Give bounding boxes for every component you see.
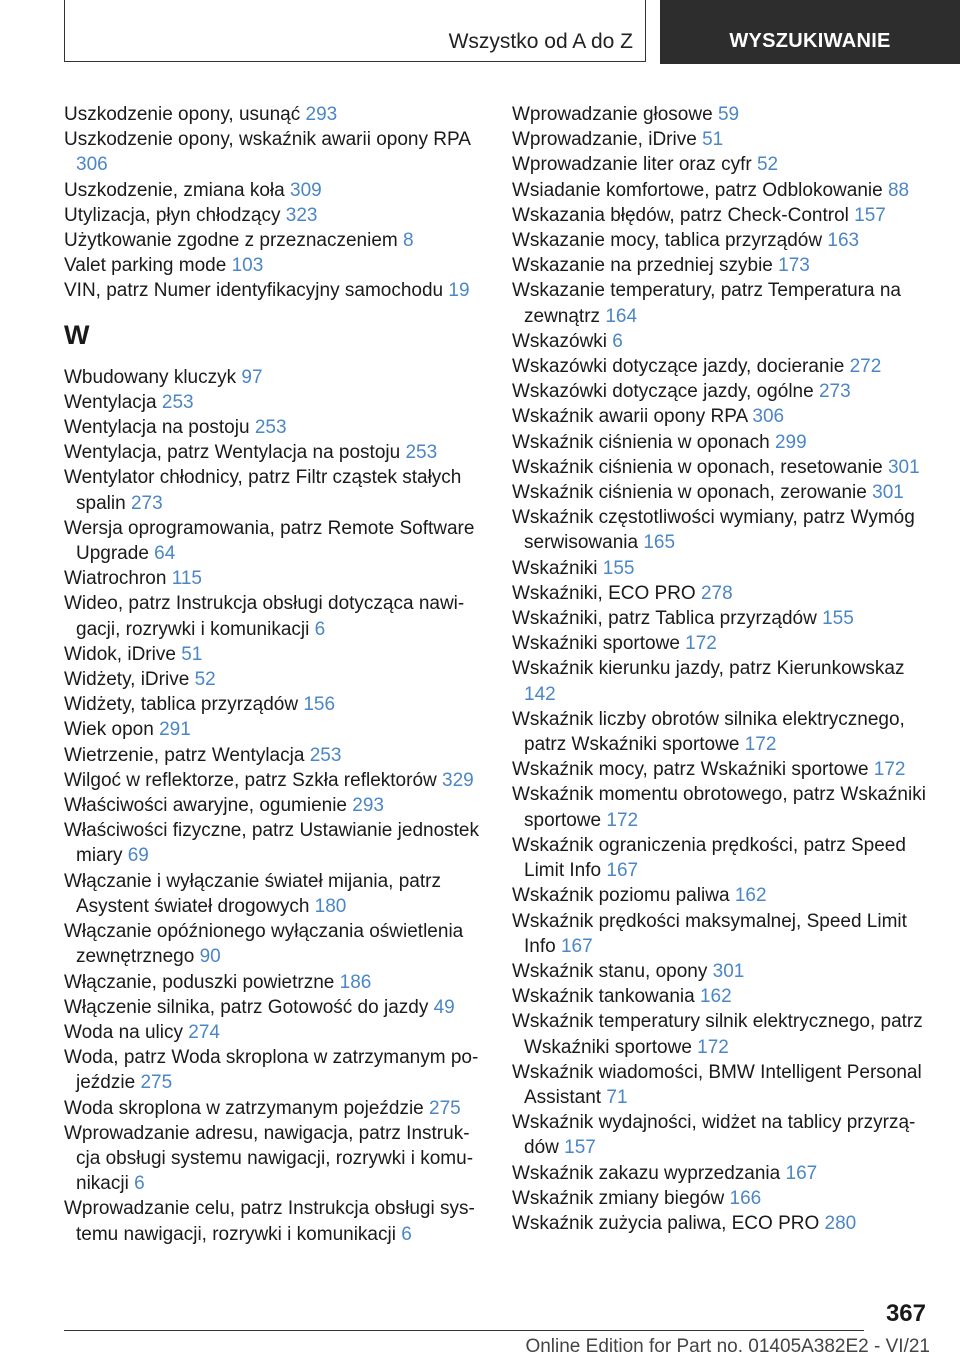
index-entry-page-link[interactable]: 156 bbox=[303, 694, 336, 716]
index-entry-text: Widżety, tablica przyrządów bbox=[64, 694, 299, 716]
index-entry-page-link[interactable]: 142 bbox=[524, 683, 556, 705]
index-entry-page-link[interactable]: 301 bbox=[712, 960, 745, 982]
index-entry-text: Uszkodzenie opony, wskaźnik awarii opony RPA bbox=[64, 129, 470, 151]
index-entry-text: Wskaźniki, ECO PRO bbox=[512, 582, 696, 604]
index-entry-text: Właściwości fizyczne, patrz Ustawianie jednostek miary bbox=[64, 820, 479, 867]
index-entry bbox=[512, 606, 932, 631]
index-entry-text: Wskaźniki, patrz Tablica przyrządów bbox=[512, 608, 817, 630]
index-entry-text: Woda skroplona w zatrzymanym pojeździe bbox=[64, 1097, 424, 1119]
index-entry-page-link[interactable]: 8 bbox=[403, 230, 414, 252]
index-entry bbox=[512, 253, 932, 278]
index-entry bbox=[64, 278, 484, 303]
index-entry-page-link[interactable]: 6 bbox=[401, 1223, 412, 1245]
index-entry bbox=[512, 1186, 932, 1211]
index-entry-text: Wskaźniki sportowe bbox=[512, 633, 680, 655]
index-entry-text: Włączenie silnika, patrz Gotowość do jazdy bbox=[64, 996, 429, 1018]
index-entry bbox=[64, 793, 484, 818]
index-entry-text: Wentylacja, patrz Wentylacja na postoju bbox=[64, 442, 401, 464]
index-entry-text: Valet parking mode bbox=[64, 255, 227, 277]
index-entry-text: Wskaźnik tankowania bbox=[512, 986, 695, 1008]
index-entry-page-link[interactable]: 301 bbox=[872, 482, 904, 504]
search-tab[interactable] bbox=[660, 0, 960, 64]
index-entry bbox=[64, 253, 484, 278]
index-entry-text: Woda na ulicy bbox=[64, 1021, 183, 1043]
index-entry bbox=[64, 667, 484, 692]
section-tab bbox=[64, 0, 646, 62]
index-entry-page-link[interactable]: 323 bbox=[285, 204, 318, 226]
index-entry-page-link[interactable]: 172 bbox=[744, 734, 777, 756]
index-entry-page-link[interactable]: 51 bbox=[702, 129, 724, 151]
footer-edition: Online Edition for Part no. 01405A382E2 - VI/21 bbox=[525, 1336, 930, 1357]
index-entry bbox=[64, 1045, 484, 1095]
index-entry bbox=[512, 203, 932, 228]
index-group-u-v bbox=[64, 102, 484, 304]
index-entry bbox=[512, 1009, 932, 1059]
index-entry-text: Wskazanie na przedniej szybie bbox=[512, 255, 773, 277]
index-entry-page-link[interactable]: 90 bbox=[199, 946, 221, 968]
index-entry-page-link[interactable]: 172 bbox=[697, 1036, 729, 1058]
index-entry bbox=[512, 152, 932, 177]
index-entry-page-link[interactable]: 278 bbox=[700, 582, 733, 604]
index-entry-text: Wskaźnik poziomu paliwa bbox=[512, 885, 730, 907]
index-entry bbox=[64, 178, 484, 203]
index-entry bbox=[64, 1020, 484, 1045]
index-entry-text: Wprowadzanie celu, patrz Instrukcja obsługi systemu nawigacji, rozrywki i komunikacji bbox=[64, 1198, 475, 1245]
index-entry-text: Wskaźnik kierunku jazdy, patrz Kierunkowskaz bbox=[512, 658, 905, 680]
index-entry bbox=[64, 465, 484, 515]
index-entry-text: Woda, patrz Woda skroplona w zatrzymanym pojeździe bbox=[64, 1047, 479, 1094]
index-entry-text: Utylizacja, płyn chłodzący bbox=[64, 204, 281, 226]
index-entry-page-link[interactable]: 253 bbox=[161, 391, 194, 413]
index-entry-page-link[interactable]: 164 bbox=[605, 305, 638, 327]
index-entry-text: Wilgoć w reflektorze, patrz Szkła reflektorów bbox=[64, 769, 437, 791]
index-entry-text: Wskazanie mocy, tablica przyrządów bbox=[512, 230, 823, 252]
index-entry bbox=[512, 379, 932, 404]
index-entry-page-link[interactable]: 275 bbox=[429, 1097, 461, 1119]
index-entry-page-link[interactable]: 166 bbox=[729, 1187, 762, 1209]
index-entry bbox=[64, 743, 484, 768]
index-entry-text: Wprowadzanie adresu, nawigacja, patrz Instrukcja obsługi systemu nawigacji, rozrywki i komunikacji bbox=[64, 1122, 474, 1195]
index-entry-text: Wskazanie temperatury, patrz Temperatura na zewnątrz bbox=[512, 280, 901, 327]
index-entry-page-link[interactable]: 180 bbox=[314, 895, 347, 917]
index-entry bbox=[512, 127, 932, 152]
index-entry-page-link[interactable]: 52 bbox=[194, 669, 216, 691]
index-entry-text: Wbudowany kluczyk bbox=[64, 366, 237, 388]
index-entry-text: Wskaźniki bbox=[512, 557, 598, 579]
index-entry-text: Włączanie, poduszki powietrzne bbox=[64, 971, 335, 993]
index-entry bbox=[512, 656, 932, 706]
index-entry-page-link[interactable]: 273 bbox=[818, 381, 851, 403]
index-entry-page-link[interactable]: 306 bbox=[752, 406, 785, 428]
index-entry-page-link[interactable]: 6 bbox=[314, 618, 326, 640]
index-entry bbox=[64, 1121, 484, 1197]
index-entry bbox=[512, 178, 932, 203]
index-entry-page-link[interactable]: 157 bbox=[854, 204, 886, 226]
index-entry-page-link[interactable]: 309 bbox=[290, 179, 322, 201]
index-entry bbox=[512, 505, 932, 555]
index-entry bbox=[512, 556, 932, 581]
index-entry bbox=[64, 516, 484, 566]
index-entry bbox=[64, 1196, 484, 1246]
index-entry-text: Wskaźnik momentu obrotowego, patrz Wskaźniki sportowe bbox=[512, 784, 926, 831]
index-entry-page-link[interactable]: 155 bbox=[822, 608, 854, 630]
index-entry bbox=[64, 440, 484, 465]
index-entry-page-link[interactable]: 253 bbox=[405, 442, 438, 464]
index-entry bbox=[512, 1161, 932, 1186]
index-entry bbox=[64, 365, 484, 390]
index-entry-page-link[interactable]: 51 bbox=[181, 643, 203, 665]
index-entry-text: Właściwości awaryjne, ogumienie bbox=[64, 795, 347, 817]
index-entry-page-link[interactable]: 280 bbox=[824, 1212, 857, 1234]
index-entry-text: Wskaźnik ciśnienia w oponach, resetowanie bbox=[512, 456, 883, 478]
index-entry-text: Wskaźnik liczby obrotów silnika elektrycznego, patrz Wskaźniki sportowe bbox=[512, 708, 905, 756]
index-entry-page-link[interactable]: 172 bbox=[606, 809, 639, 831]
index-entry-page-link[interactable]: 115 bbox=[171, 568, 202, 590]
index-entry-page-link[interactable]: 186 bbox=[339, 971, 372, 993]
index-entry-page-link[interactable]: 273 bbox=[130, 492, 163, 514]
index-entry-page-link[interactable]: 64 bbox=[154, 543, 176, 565]
index-entry bbox=[512, 757, 932, 782]
index-entry-page-link[interactable]: 59 bbox=[717, 104, 740, 125]
index-entry bbox=[64, 818, 484, 868]
index-entry-page-link[interactable]: 167 bbox=[785, 1162, 818, 1184]
index-entry-page-link[interactable]: 291 bbox=[159, 719, 191, 741]
index-entry-page-link[interactable]: 167 bbox=[560, 935, 593, 957]
index-entry-page-link[interactable]: 306 bbox=[76, 154, 108, 176]
index-entry-page-link[interactable]: 162 bbox=[734, 885, 767, 907]
index-entry-text: Wskaźnik mocy, patrz Wskaźniki sportowe bbox=[512, 759, 869, 781]
index-entry-page-link[interactable]: 97 bbox=[241, 366, 263, 388]
index-entry-text: Wskaźnik wiadomości, BMW Intelligent Personal Assistant bbox=[512, 1061, 922, 1108]
index-entry-page-link[interactable]: 165 bbox=[643, 532, 676, 554]
index-entry-page-link[interactable]: 52 bbox=[756, 154, 779, 176]
index-entry bbox=[512, 455, 932, 480]
index-entry-text: Wideo, patrz Instrukcja obsługi dotycząca nawigacji, rozrywki i komunikacji bbox=[64, 593, 465, 640]
index-entry-page-link[interactable]: 301 bbox=[887, 456, 920, 478]
index-entry-page-link[interactable]: 71 bbox=[606, 1086, 628, 1108]
index-column-right bbox=[512, 102, 932, 1236]
index-entry-text: Uszkodzenie, zmiana koła bbox=[64, 179, 285, 201]
index-entry bbox=[64, 127, 484, 177]
index-entry bbox=[512, 1060, 932, 1110]
index-entry-text: Wersja oprogramowania, patrz Remote Software Upgrade bbox=[64, 517, 475, 565]
index-entry-page-link[interactable]: 173 bbox=[778, 255, 810, 277]
index-entry-page-link[interactable]: 274 bbox=[188, 1021, 220, 1043]
index-entry-text: VIN, patrz Numer identyfikacyjny samochodu bbox=[64, 280, 444, 302]
index-entry bbox=[512, 959, 932, 984]
index-entry-text: Wentylacja bbox=[64, 391, 157, 413]
index-entry-text: Wprowadzanie liter oraz cyfr bbox=[512, 154, 752, 176]
index-entry-text: Wskaźnik temperatury silnik elektrycznego, patrz Wskaźniki sportowe bbox=[512, 1011, 923, 1058]
index-entry bbox=[512, 833, 932, 883]
index-entry-page-link[interactable]: 329 bbox=[442, 769, 474, 791]
index-entry bbox=[512, 430, 932, 455]
index-entry bbox=[512, 707, 932, 757]
index-entry-page-link[interactable]: 6 bbox=[612, 330, 623, 352]
index-entry bbox=[64, 919, 484, 969]
index-group-w bbox=[64, 365, 484, 1247]
index-entry bbox=[64, 102, 484, 127]
index-entry bbox=[64, 717, 484, 742]
index-entry-page-link[interactable]: 299 bbox=[774, 431, 807, 453]
index-entry-text: Wskazania błędów, patrz Check-Control bbox=[512, 204, 849, 226]
index-entry bbox=[64, 995, 484, 1020]
index-entry bbox=[64, 203, 484, 228]
index-entry-page-link[interactable]: 275 bbox=[140, 1072, 173, 1094]
search-tab-label: WYSZUKIWANIE bbox=[729, 30, 891, 52]
index-entry-text: Wprowadzanie głosowe bbox=[512, 104, 713, 125]
index-entry bbox=[512, 329, 932, 354]
index-entry-text: Wiatrochron bbox=[64, 568, 167, 590]
index-entry-page-link[interactable]: 19 bbox=[448, 280, 470, 302]
index-entry-text: Wskaźnik ograniczenia prędkości, patrz Speed Limit Info bbox=[512, 834, 906, 882]
index-entry bbox=[512, 1110, 932, 1160]
index-entry bbox=[64, 768, 484, 793]
index-entry bbox=[512, 404, 932, 429]
index-entry bbox=[64, 591, 484, 641]
index-entry-text: Wskazówki dotyczące jazdy, ogólne bbox=[512, 381, 814, 403]
index-entry-text: Wietrzenie, patrz Wentylacja bbox=[64, 744, 305, 766]
index-entry bbox=[64, 1096, 484, 1121]
index-entry-text: Wprowadzanie, iDrive bbox=[512, 129, 697, 151]
index-entry-text: Wskaźnik awarii opony RPA bbox=[512, 406, 748, 428]
index-entry-page-link[interactable]: 103 bbox=[231, 255, 264, 277]
index-entry bbox=[512, 228, 932, 253]
index-entry-text: Wskaźnik zmiany biegów bbox=[512, 1187, 725, 1209]
index-entry-text: Wentylator chłodnicy, patrz Filtr cząstek stałych spalin bbox=[64, 467, 462, 514]
index-entry-text: Wskaźnik prędkości maksymalnej, Speed Limit Info bbox=[512, 910, 907, 957]
index-entry bbox=[512, 581, 932, 606]
index-entry bbox=[512, 782, 932, 832]
index-entry-page-link[interactable]: 253 bbox=[309, 744, 342, 766]
index-entry bbox=[64, 642, 484, 667]
index-entry-page-link[interactable]: 155 bbox=[602, 557, 635, 579]
index-entry-text: Wskaźnik wydajności, widżet na tablicy przyrządów bbox=[512, 1112, 916, 1159]
index-entry bbox=[512, 883, 932, 908]
index-entry bbox=[64, 228, 484, 253]
index-entry-text: Wskaźnik zużycia paliwa, ECO PRO bbox=[512, 1212, 820, 1234]
index-entry-page-link[interactable]: 253 bbox=[254, 417, 287, 439]
section-title: Wszystko od A do Z bbox=[448, 30, 633, 53]
index-column-left bbox=[64, 102, 484, 1247]
index-entry bbox=[64, 415, 484, 440]
index-entry bbox=[512, 480, 932, 505]
index-entry-page-link[interactable]: 293 bbox=[352, 795, 384, 817]
index-group-w-continued bbox=[512, 102, 932, 1236]
index-entry-page-link[interactable]: 6 bbox=[134, 1173, 145, 1195]
index-entry bbox=[64, 566, 484, 591]
index-entry-text: Wskaźnik stanu, opony bbox=[512, 960, 708, 982]
index-entry bbox=[512, 278, 932, 328]
index-entry-page-link[interactable]: 272 bbox=[849, 356, 882, 378]
page-number: 367 bbox=[885, 1300, 926, 1327]
section-letter: W bbox=[64, 319, 90, 350]
index-entry-text: Włączanie opóźnionego wyłączania oświetlenia zewnętrznego bbox=[64, 921, 464, 968]
page-header bbox=[64, 0, 960, 64]
index-entry-page-link[interactable]: 293 bbox=[305, 104, 338, 125]
index-entry-page-link[interactable]: 162 bbox=[699, 986, 732, 1008]
index-entry bbox=[512, 354, 932, 379]
index-entry-page-link[interactable]: 88 bbox=[887, 179, 910, 201]
index-entry-text: Wskazówki bbox=[512, 330, 608, 352]
index-entry-text: Wskaźnik częstotliwości wymiany, patrz Wymóg serwisowania bbox=[512, 507, 915, 554]
index-entry bbox=[512, 631, 932, 656]
index-entry bbox=[512, 909, 932, 959]
index-entry-text: Włączanie i wyłączanie świateł mijania, patrz Asystent świateł drogowych bbox=[64, 870, 441, 917]
index-entry-text: Wiek opon bbox=[64, 719, 154, 741]
index-entry bbox=[512, 1211, 932, 1236]
index-entry-page-link[interactable]: 163 bbox=[827, 230, 860, 252]
index-entry-page-link[interactable]: 49 bbox=[433, 996, 455, 1018]
index-entry-text: Uszkodzenie opony, usunąć bbox=[64, 104, 301, 125]
index-entry bbox=[64, 692, 484, 717]
index-entry-text: Użytkowanie zgodne z przeznaczeniem bbox=[64, 230, 398, 252]
index-entry-text: Widżety, iDrive bbox=[64, 669, 190, 691]
footer-divider bbox=[64, 1330, 864, 1331]
index-entry-text: Wskazówki dotyczące jazdy, docieranie bbox=[512, 356, 845, 378]
index-entry-text: Wentylacja na postoju bbox=[64, 417, 250, 439]
index-entry-page-link[interactable]: 167 bbox=[606, 860, 639, 882]
index-entry bbox=[512, 102, 932, 127]
index-entry-text: Widok, iDrive bbox=[64, 643, 176, 665]
index-entry bbox=[64, 390, 484, 415]
index-entry bbox=[512, 984, 932, 1009]
index-entry-page-link[interactable]: 172 bbox=[685, 633, 717, 655]
index-entry-text: Wsiadanie komfortowe, patrz Odblokowanie bbox=[512, 179, 883, 201]
index-entry-page-link[interactable]: 172 bbox=[873, 759, 906, 781]
index-entry-text: Wskaźnik ciśnienia w oponach bbox=[512, 431, 770, 453]
index-entry-page-link[interactable]: 69 bbox=[127, 845, 149, 867]
index-entry-page-link[interactable]: 157 bbox=[564, 1137, 596, 1159]
index-entry bbox=[64, 970, 484, 995]
index-entry-text: Wskaźnik zakazu wyprzedzania bbox=[512, 1162, 781, 1184]
index-entry-text: Wskaźnik ciśnienia w oponach, zerowanie bbox=[512, 482, 867, 504]
index-entry bbox=[64, 869, 484, 919]
